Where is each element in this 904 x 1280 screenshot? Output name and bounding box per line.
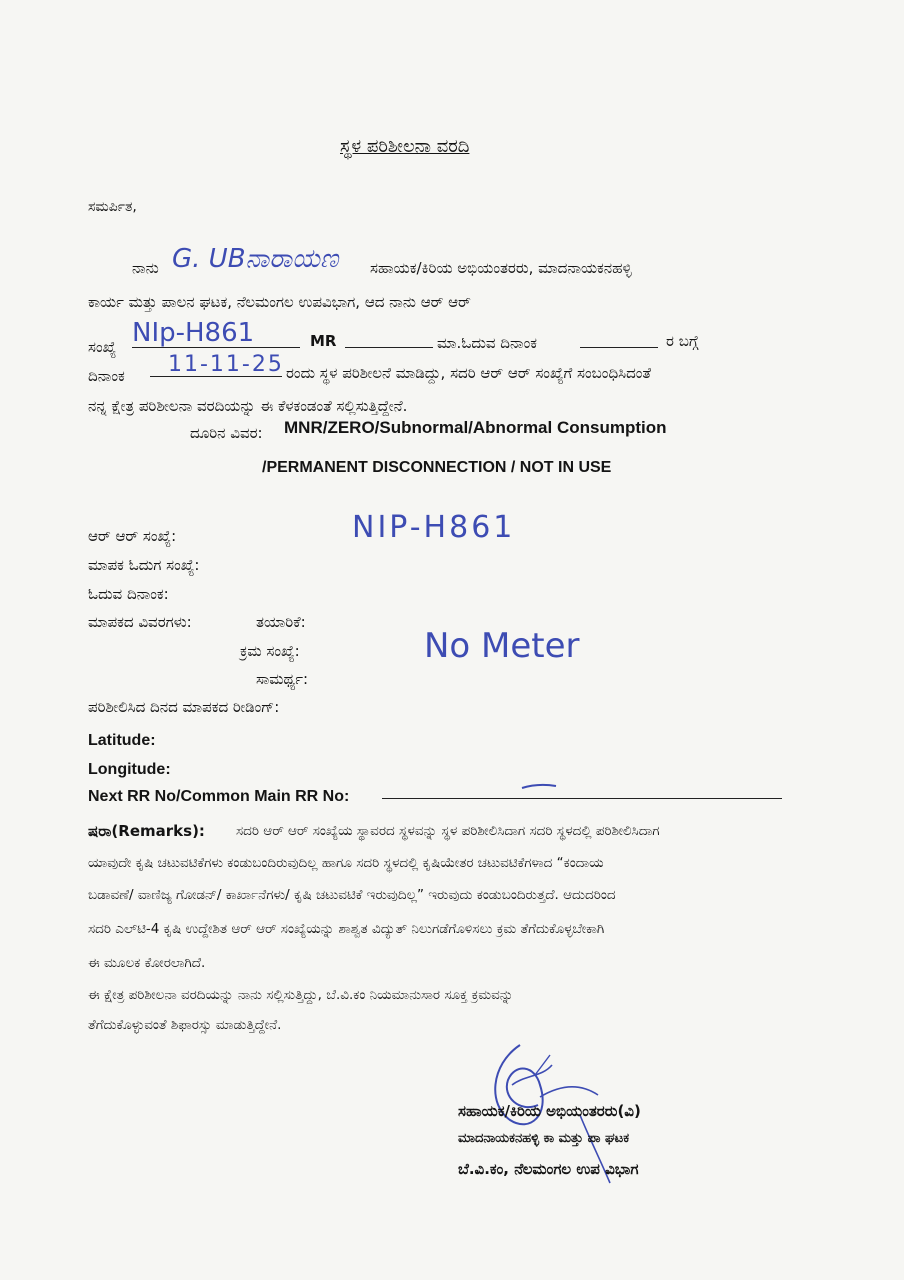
- handwritten-rr-number: NIp-H861: [132, 318, 255, 348]
- reading-label: ಪರಿಶೀಲಿಸಿದ ದಿನದ ಮಾಪಕದ ರೀಡಿಂಗ್:: [88, 698, 280, 716]
- signature-line1: ಸಹಾಯಕ/ಕಿರಿಯ ಅಭಿಯಂತರರು(ವಿ): [458, 1102, 641, 1120]
- sankhye-text: ಸಂಖ್ಯೆ: [88, 338, 117, 356]
- remarks-line7: ತೆಗೆದುಕೊಳ್ಳುವಂತೆ ಶಿಫಾರಸ್ಸು ಮಾಡುತ್ತಿದ್ದೇನೆ.: [88, 1017, 282, 1033]
- meter-details-label: ಮಾಪಕದ ವಿವರಗಳು:: [88, 613, 192, 631]
- salutation: ಸಮರ್ಪಿತ,: [88, 199, 137, 215]
- remarks-line2: ಯಾವುದೇ ಕೃಷಿ ಚಟುವಟಿಕೆಗಳು ಕಂಡುಬಂದಿರುವುದಿಲ್ಲ ಹಾಗೂ ಸದರಿ ಸ್ಥಳದಲ್ಲಿ ಕೃಷಿಯೇತರ ಚಟುವಟಿಕೆಗಳಾದ “ಕಂದಾಯ: [88, 855, 604, 871]
- remarks-line4: ಸದರಿ ಎಲ್‌ಟಿ-4 ಕೃಷಿ ಉದ್ದೇಶಿತ ಆರ್ ಆರ್ ಸಂಖ್ಯೆಯನ್ನು ಶಾಶ್ವತ ವಿದ್ಯುತ್ ನಿಲುಗಡೆಗೊಳಿಸಲು ಕ್ರಮ ತೆಗೆದುಕೊಳ್ಳಬೇಕಾಗಿ: [88, 921, 605, 937]
- meter-make-label: ತಯಾರಿಕೆ:: [256, 613, 306, 631]
- dinanka-text: ದಿನಾಂಕ: [88, 367, 125, 385]
- para-line1-rest: ಸಹಾಯಕ/ಕಿರಿಯ ಅಭಿಯಂತರರು, ಮಾದನಾಯಕನಹಳ್ಳಿ: [370, 259, 632, 277]
- meter-value: No Meter: [424, 626, 580, 666]
- para-line5: ನನ್ನ ಕ್ಷೇತ್ರ ಪರಿಶೀಲನಾ ವರದಿಯನ್ನು ಈ ಕೆಳಕಂಡಂತೆ ಸಲ್ಲಿಸುತ್ತಿದ್ದೇನೆ.: [88, 397, 408, 415]
- read-date-label: ಓದುವ ದಿನಾಂಕ:: [88, 585, 169, 603]
- remarks-line5: ಈ ಮೂಲಕ ಕೋರಲಾಗಿದೆ.: [88, 955, 206, 971]
- para-line2: ಕಾರ್ಯ ಮತ್ತು ಪಾಲನ ಘಟಕ, ನೆಲಮಂಗಲ ಉಪವಿಭಾಗ, ಆದ ನಾನು ಆರ್ ಆರ್: [88, 293, 471, 311]
- meter-serial-label: ಕ್ರಮ ಸಂಖ್ಯೆ:: [240, 642, 300, 660]
- date-underline: [150, 376, 282, 377]
- meter-capacity-label: ಸಾಮರ್ಥ್ಯ:: [256, 670, 309, 688]
- latitude-label: Latitude:: [88, 732, 156, 749]
- remarks-label: ಷರಾ(Remarks):: [88, 822, 205, 840]
- rr-no-value: NIP-H861: [352, 510, 516, 545]
- remarks-line1: ಸದರಿ ಆರ್ ಆರ್ ಸಂಖ್ಯೆಯ ಸ್ಥಾವರದ ಸ್ಥಳವನ್ನು ಸ್ಥಳ ಪರಿಶೀಲಿಸಿದಾಗ ಸದರಿ ಸ್ಥಳದಲ್ಲಿ ಪರಿಶೀಲಿಸಿದಾಗ: [236, 823, 660, 839]
- signature-line2: ಮಾದನಾಯಕನಹಳ್ಳಿ ಕಾ ಮತ್ತು ಪಾ ಘಟಕ: [458, 1131, 630, 1146]
- handwritten-date: 11-11-25: [168, 352, 284, 377]
- next-rr-blank: [382, 798, 782, 799]
- naanu-text: ನಾನು: [132, 259, 159, 277]
- mr-label: MR: [310, 332, 337, 350]
- ink-mark: [520, 782, 560, 792]
- rr-underline: [132, 347, 300, 348]
- rr-no-label: ಆರ್ ಆರ್ ಸಂಖ್ಯೆ:: [88, 527, 177, 545]
- longitude-label: Longitude:: [88, 761, 171, 778]
- remarks-line6: ಈ ಕ್ಷೇತ್ರ ಪರಿಶೀಲನಾ ವರದಿಯನ್ನು ನಾನು ಸಲ್ಲಿಸುತ್ತಿದ್ದು, ಬೆ.ವಿ.ಕಂ ನಿಯಮಾನುಸಾರ ಸೂಕ್ತ ಕ್ರಮವನ್ನು: [88, 987, 514, 1003]
- reading-date-label: ಮಾ.ಓದುವ ದಿನಾಂಕ: [437, 334, 537, 352]
- complaint-line2: /PERMANENT DISCONNECTION / NOT IN USE: [262, 459, 612, 476]
- para-line4-rest: ರಂದು ಸ್ಥಳ ಪರಿಶೀಲನೆ ಮಾಡಿದ್ದು, ಸದರಿ ಆರ್ ಆರ್ ಸಂಖ್ಯೆಗೆ ಸಂಬಂಧಿಸಿದಂತೆ: [286, 364, 651, 382]
- handwritten-name: G. UBನಾರಾಯಣ: [172, 244, 339, 274]
- complaint-label: ದೂರಿನ ವಿವರ:: [190, 424, 263, 442]
- mr-blank: [345, 347, 433, 348]
- remarks-line3: ಬಡಾವಣೆ/ ವಾಣಿಜ್ಯ ಗೋಡನ್/ ಕಾರ್ಖಾನೆಗಳು/ ಕೃಷಿ ಚಟುವಟಿಕೆ ಇರುವುದಿಲ್ಲ” ಇರುವುದು ಕಂಡುಬಂದಿರುತ್ತದೆ. ಆದುದರಿಂದ: [88, 887, 616, 903]
- reader-no-label: ಮಾಪಕ ಓದುಗ ಸಂಖ್ಯೆ:: [88, 556, 200, 574]
- ra-bagge-text: ರ ಬಗ್ಗೆ: [666, 332, 699, 350]
- reading-date-blank: [580, 347, 658, 348]
- next-rr-label: Next RR No/Common Main RR No:: [88, 788, 350, 805]
- signature-line3: ಬೆ.ವಿ.ಕಂ, ನೆಲಮಂಗಲ ಉಪ ವಿಭಾಗ: [458, 1160, 639, 1178]
- document-title: ಸ್ಥಳ ಪರಿಶೀಲನಾ ವರದಿ: [340, 136, 470, 157]
- complaint-line1: MNR/ZERO/Subnormal/Abnormal Consumption: [284, 418, 667, 437]
